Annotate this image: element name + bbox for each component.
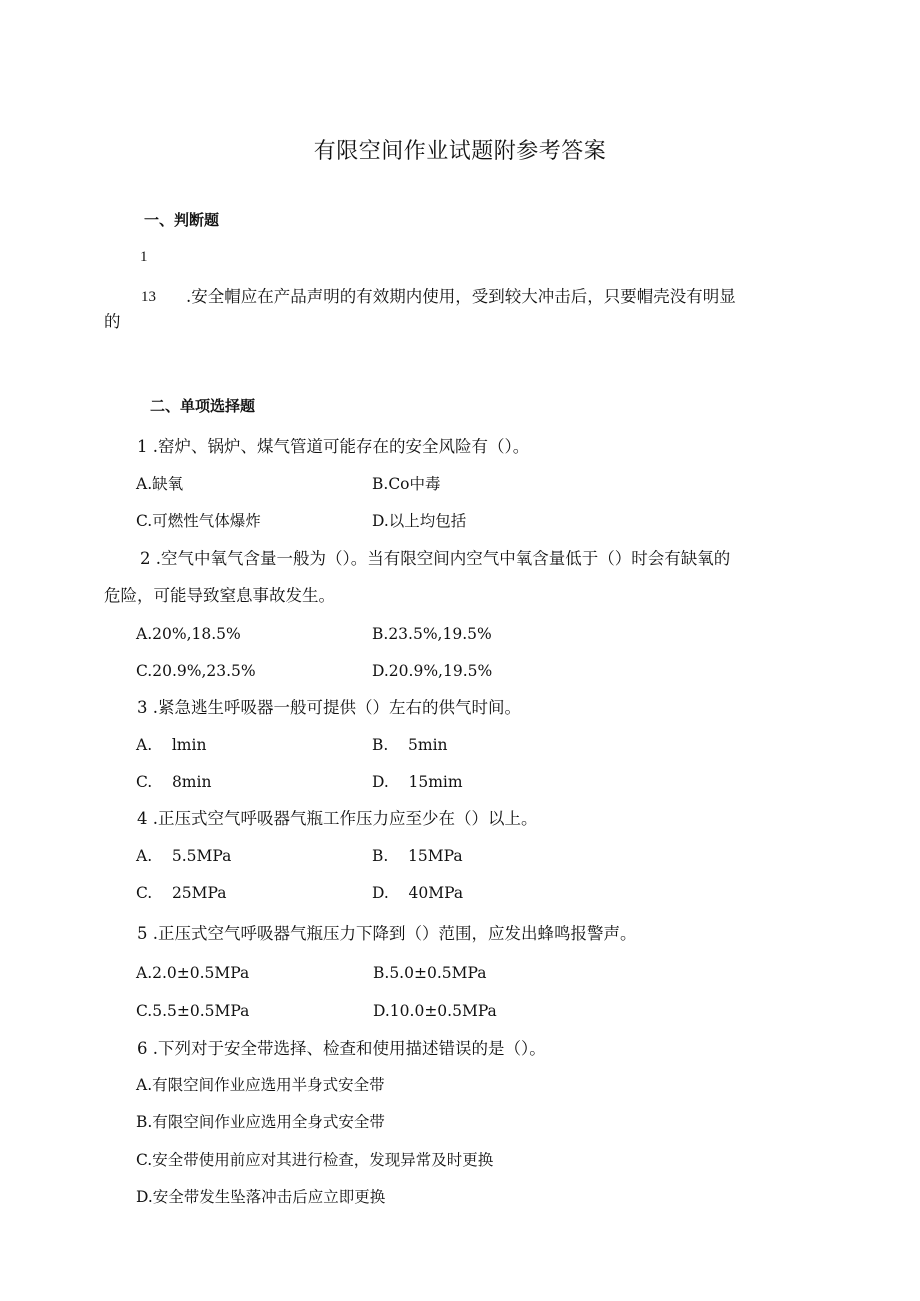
option-a: A. lmin	[136, 736, 207, 754]
option-d: D.20.9%,19.5%	[372, 662, 493, 680]
question-text: 2 .空气中氧气含量一般为（）。当有限空间内空气中氧含量低于（）时会有缺氧的	[140, 549, 731, 568]
option-c: C.安全带使用前应对其进行检查，发现异常及时更换	[136, 1151, 494, 1169]
option-b: B. 5min	[372, 736, 448, 754]
option-a: A.20%,18.5%	[136, 625, 241, 643]
option-b: B.23.5%,19.5%	[372, 625, 492, 643]
option-b: B.5.0±0.5MPa	[373, 964, 487, 982]
question-text: 1 .窑炉、锅炉、煤气管道可能存在的安全风险有（）。	[137, 437, 530, 456]
option-a: A.缺氧	[136, 475, 184, 493]
option-b: B.有限空间作业应选用全身式安全带	[136, 1113, 385, 1131]
option-b: B. 15MPa	[372, 847, 463, 865]
question-continuation: 的	[104, 312, 121, 331]
option-b: B.Co中毒	[372, 475, 441, 493]
option-a: A.2.0±0.5MPa	[136, 964, 250, 982]
question-text: 5 .正压式空气呼吸器气瓶压力下降到（）范围，应发出蜂鸣报警声。	[137, 924, 637, 943]
question-text: .安全帽应在产品声明的有效期内使用，受到较大冲击后，只要帽壳没有明显	[186, 287, 736, 306]
option-c: C.20.9%,23.5%	[136, 662, 256, 680]
option-c: C.5.5±0.5MPa	[136, 1002, 250, 1020]
document-title: 有限空间作业试题附参考答案	[313, 139, 607, 164]
option-c: C. 8min	[136, 773, 212, 791]
option-a: A. 5.5MPa	[136, 847, 232, 865]
section-heading-true-false: 一、判断题	[144, 211, 220, 229]
option-d: D. 15mim	[372, 773, 463, 791]
section1-marker: 1	[140, 249, 148, 265]
question-continuation: 危险，可能导致窒息事故发生。	[104, 586, 335, 605]
option-c: C. 25MPa	[136, 884, 227, 902]
option-d: D.安全带发生坠落冲击后应立即更换	[136, 1188, 386, 1206]
option-d: D.以上均包括	[372, 512, 467, 530]
question-text: 3 .紧急逃生呼吸器一般可提供（）左右的供气时间。	[137, 698, 521, 717]
option-d: D.10.0±0.5MPa	[373, 1002, 497, 1020]
question-number: 13	[141, 289, 156, 305]
option-c: C.可燃性气体爆炸	[136, 512, 261, 530]
question-text: 4 .正压式空气呼吸器气瓶工作压力应至少在（）以上。	[137, 809, 538, 828]
question-text: 6 .下列对于安全带选择、检查和使用描述错误的是（）。	[137, 1039, 546, 1058]
option-d: D. 40MPa	[372, 884, 464, 902]
option-a: A.有限空间作业应选用半身式安全带	[136, 1076, 385, 1094]
section-heading-single-choice: 二、单项选择题	[150, 397, 256, 415]
